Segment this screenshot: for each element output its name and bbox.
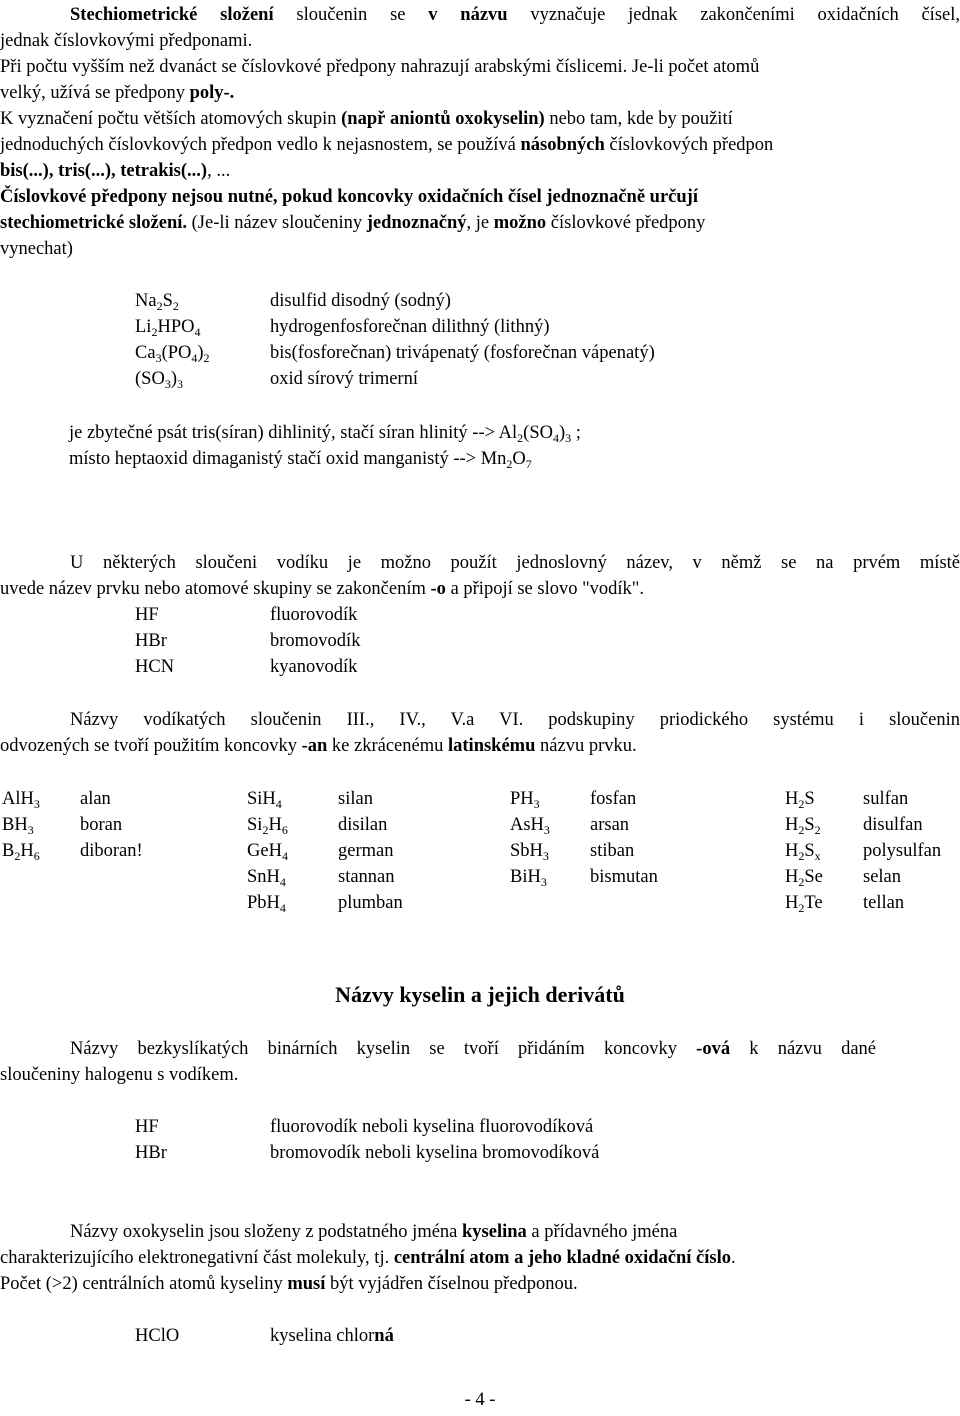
text-run: ; <box>571 423 581 443</box>
bold-text: Číslovkové předpony nejsou nutné, pokud koncovky oxidačních čísel jednoznačně určují <box>0 187 698 207</box>
paragraph-line <box>70 1219 960 1245</box>
subscript: 2 <box>156 299 163 313</box>
text-run: Názvy oxokyselin jsou složeny z podstatného jména <box>70 1222 463 1242</box>
compound-name: diboran! <box>80 841 143 861</box>
bold-text: možno <box>493 213 547 233</box>
formula <box>247 812 288 838</box>
text-run: Názvy bezkyslíkatých binárních kyselin se tvoří přidáním koncovky <box>70 1039 697 1059</box>
paragraph-line <box>0 106 960 132</box>
text-run: , je <box>466 213 494 233</box>
formula <box>785 838 821 864</box>
subscript: 3 <box>33 797 40 811</box>
text-run: uvede název prvku nebo atomové skupiny se zakončením <box>0 579 431 599</box>
text-run: K vyznačení počtu větších atomových skupin <box>0 109 342 129</box>
bold-text: centrální atom a jeho kladné oxidační číslo <box>393 1248 731 1268</box>
text-run: S <box>804 789 815 809</box>
text-run: AlH <box>2 789 34 809</box>
subscript: 4 <box>552 431 559 445</box>
text-run: PH <box>510 789 534 809</box>
compound-name: sulfan <box>863 789 909 809</box>
subscript: 4 <box>194 325 201 339</box>
subscript: 4 <box>281 849 288 863</box>
subscript: 7 <box>525 457 532 471</box>
text-run: ) <box>558 423 566 443</box>
text-run: Ca <box>135 343 156 363</box>
text-run: H <box>268 815 282 835</box>
compound-name: disulfan <box>863 815 923 835</box>
bold-text: ná <box>374 1326 394 1346</box>
compound-name: fosfan <box>590 789 637 809</box>
compound-name: oxid sírový trimerní <box>270 369 418 389</box>
subscript: 4 <box>279 875 286 889</box>
text-run: charakterizujícího elektronegativní část molekuly, tj. <box>0 1248 394 1268</box>
text-run: Se <box>804 867 823 887</box>
formula <box>135 340 210 366</box>
text-run: vyznačuje jednak zakončeními oxidačních čísel, <box>507 5 960 25</box>
subscript: 2 <box>14 849 21 863</box>
text-run: k názvu dané <box>730 1039 876 1059</box>
formula <box>135 654 174 680</box>
text-run: H <box>785 815 799 835</box>
formula <box>247 838 288 864</box>
text-run: vynechat) <box>0 239 73 259</box>
text-run: GeH <box>247 841 282 861</box>
formula <box>2 812 34 838</box>
text-run: H <box>785 789 799 809</box>
text-run: B <box>2 841 15 861</box>
text-run: H <box>785 841 799 861</box>
subscript: 2 <box>262 823 269 837</box>
text-run: ke zkrácenému <box>327 736 448 756</box>
text-run: SnH <box>247 867 280 887</box>
subscript: 3 <box>540 875 547 889</box>
text-run: ) <box>197 343 204 363</box>
text-run: H <box>20 841 34 861</box>
formula <box>785 864 823 890</box>
formula <box>2 786 40 812</box>
text-run: názvu prvku. <box>535 736 637 756</box>
formula <box>135 314 200 340</box>
paragraph-line <box>0 1062 960 1088</box>
text-run: číslovkových předpon <box>604 135 774 155</box>
subscript: 4 <box>191 351 198 365</box>
compound-name: stiban <box>590 841 635 861</box>
paragraph-line <box>70 1036 876 1062</box>
formula <box>2 838 40 864</box>
text-run: Li <box>135 317 152 337</box>
formula <box>135 366 183 392</box>
subscript: 2 <box>798 797 805 811</box>
text-run: Te <box>804 893 823 913</box>
text-run: Názvy vodíkatých sloučenin III., IV., V.a VI. podskupiny priodického systému i sloučenin <box>70 710 960 730</box>
text-run: BH <box>2 815 28 835</box>
text-run: . <box>730 1248 736 1268</box>
text-run: nebo tam, kde by použití <box>544 109 733 129</box>
bold-text: násobných <box>520 135 605 155</box>
compound-name: disilan <box>338 815 388 835</box>
compound-name <box>270 1323 394 1349</box>
compound-name: disulfid disodný (sodný) <box>270 291 451 311</box>
subscript: 3 <box>176 377 183 391</box>
text-run: HClO <box>135 1326 180 1346</box>
bold-text: v názvu <box>428 5 508 25</box>
paragraph-line <box>0 1271 960 1297</box>
paragraph-line <box>0 1245 960 1271</box>
page-number: - 4 - <box>464 1390 496 1410</box>
compound-name: tellan <box>863 893 905 913</box>
text-run: H <box>785 867 799 887</box>
paragraph-line <box>0 28 960 54</box>
bold-text: jednoznačný <box>366 213 467 233</box>
paragraph-line <box>0 733 960 759</box>
text-run: HCN <box>135 657 175 677</box>
text-run: HF <box>135 1117 159 1137</box>
formula <box>785 786 815 812</box>
text-run: SiH <box>247 789 276 809</box>
bold-text: poly-. <box>189 83 235 103</box>
formula <box>135 1323 179 1349</box>
subscript: 3 <box>533 797 540 811</box>
subscript: 2 <box>798 875 805 889</box>
subscript: 4 <box>275 797 282 811</box>
compound-name: boran <box>80 815 123 835</box>
text-run: odvozených se tvoří použitím koncovky <box>0 736 302 756</box>
paragraph-line <box>70 2 960 28</box>
compound-name: bis(fosforečnan) trivápenatý (fosforečnan vápenatý) <box>270 343 655 363</box>
bold-text: Stechiometrické složení <box>70 5 274 25</box>
subscript: 3 <box>27 823 34 837</box>
formula <box>247 890 286 916</box>
text-run: Při počtu vyšším než dvanáct se číslovkové předpony nahrazují arabskými číslicemi. Je-li počet atomů <box>0 57 760 77</box>
subscript: x <box>814 849 821 863</box>
text-run: ) <box>170 369 177 389</box>
text-run: velký, užívá se předpony <box>0 83 190 103</box>
compound-name: fluorovodík neboli kyselina fluorovodíková <box>270 1117 594 1137</box>
subscript: 3 <box>565 431 572 445</box>
text-run: (SO <box>135 369 165 389</box>
subscript: 6 <box>33 849 40 863</box>
text-run: Si <box>247 815 263 835</box>
text-run: Na <box>135 291 157 311</box>
paragraph-line <box>0 80 960 106</box>
subscript: 2 <box>506 457 513 471</box>
paragraph-line <box>0 158 960 184</box>
text-run: H <box>785 893 799 913</box>
text-run: AsH <box>510 815 544 835</box>
text-run: (SO <box>523 423 553 443</box>
formula <box>510 786 540 812</box>
bold-text: kyselina <box>462 1222 527 1242</box>
bold-text: -ová <box>696 1039 731 1059</box>
text-run: číslovkové předpony <box>546 213 706 233</box>
text-run: (PO <box>161 343 192 363</box>
formula <box>510 838 549 864</box>
subscript: 2 <box>151 325 158 339</box>
text-run: a přídavného jména <box>526 1222 678 1242</box>
text-run: SbH <box>510 841 543 861</box>
text-run: jednoduchých číslovkových předpon vedlo k nejasnostem, se používá <box>0 135 521 155</box>
text-run: S <box>162 291 173 311</box>
bold-text: latinskému <box>448 736 536 756</box>
formula <box>785 890 823 916</box>
compound-name: fluorovodík <box>270 605 358 625</box>
formula <box>135 602 159 628</box>
compound-name: arsan <box>590 815 630 835</box>
text-run: , ... <box>207 161 231 181</box>
formula <box>135 288 179 314</box>
subscript: 4 <box>279 901 286 915</box>
subscript: 3 <box>542 849 549 863</box>
compound-name: stannan <box>338 867 395 887</box>
paragraph-line <box>0 184 960 210</box>
formula <box>247 864 286 890</box>
compound-name: hydrogenfosforečnan dilithný (lithný) <box>270 317 550 337</box>
formula <box>135 1114 159 1140</box>
subscript: 2 <box>517 431 524 445</box>
text-run: BiH <box>510 867 541 887</box>
subscript: 3 <box>543 823 550 837</box>
subscript: 2 <box>203 351 210 365</box>
paragraph-line <box>0 576 960 602</box>
text-run: sloučenin se <box>273 5 429 25</box>
compound-name: bromovodík neboli kyselina bromovodíková <box>270 1143 600 1163</box>
subscript: 2 <box>798 901 805 915</box>
text-run: je zbytečné psát tris(síran) dihlinitý, stačí síran hlinitý --> Al <box>69 423 518 443</box>
text-run: Počet (>2) centrálních atomů kyseliny <box>0 1274 288 1294</box>
paragraph-line <box>0 132 960 158</box>
compound-name: polysulfan <box>863 841 942 861</box>
bold-text: bis(...), tris(...), tetrakis(...) <box>0 161 208 181</box>
bold-text: (např aniontů oxokyselin) <box>341 109 545 129</box>
bold-text: stechiometrické složení. <box>0 213 187 233</box>
compound-name: bismutan <box>590 867 658 887</box>
text-run: HPO <box>157 317 195 337</box>
formula <box>135 1140 167 1166</box>
subscript: 2 <box>798 823 805 837</box>
text-run: S <box>804 841 815 861</box>
text-run: místo heptaoxid dimaganistý stačí oxid manganistý --> Mn <box>69 449 507 469</box>
formula <box>247 786 282 812</box>
subscript: 2 <box>798 849 805 863</box>
bold-text: musí <box>287 1274 326 1294</box>
formula <box>785 812 821 838</box>
subscript: 2 <box>172 299 179 313</box>
note-line <box>69 446 532 472</box>
text-run: O <box>512 449 526 469</box>
bold-text: -an <box>301 736 328 756</box>
compound-name: alan <box>80 789 111 809</box>
paragraph-line <box>0 210 960 236</box>
text-run: kyselina chlor <box>270 1326 375 1346</box>
compound-name: plumban <box>338 893 403 913</box>
formula <box>510 864 547 890</box>
paragraph-line <box>0 236 960 262</box>
text-run: S <box>804 815 815 835</box>
compound-name: kyanovodík <box>270 657 358 677</box>
compound-name: silan <box>338 789 373 809</box>
text-run: PbH <box>247 893 280 913</box>
text-run: jednak číslovkovými předponami. <box>0 31 253 51</box>
text-run: a připojí se slovo "vodík". <box>445 579 644 599</box>
text-run: HBr <box>135 1143 167 1163</box>
subscript: 3 <box>164 377 171 391</box>
paragraph-line <box>0 54 960 80</box>
text-run: sloučeniny halogenu s vodíkem. <box>0 1065 239 1085</box>
subscript: 6 <box>281 823 288 837</box>
text-run: HF <box>135 605 159 625</box>
subscript: 3 <box>155 351 162 365</box>
note-line <box>69 420 581 446</box>
subscript: 2 <box>814 823 821 837</box>
bold-text: -o <box>430 579 446 599</box>
formula <box>135 628 167 654</box>
compound-name: selan <box>863 867 902 887</box>
formula <box>510 812 550 838</box>
text-run: HBr <box>135 631 167 651</box>
compound-name: bromovodík <box>270 631 361 651</box>
paragraph-line <box>70 707 960 733</box>
text-run: být vyjádřen číselnou předponou. <box>325 1274 578 1294</box>
text-run: U některých sloučeni vodíku je možno použít jednoslovný název, v němž se na prvém místě <box>70 553 960 573</box>
text-run: (Je-li název sloučeniny <box>187 213 367 233</box>
section-title: Názvy kyselin a jejich derivátů <box>335 982 625 1007</box>
paragraph-line <box>70 550 960 576</box>
compound-name: german <box>338 841 394 861</box>
